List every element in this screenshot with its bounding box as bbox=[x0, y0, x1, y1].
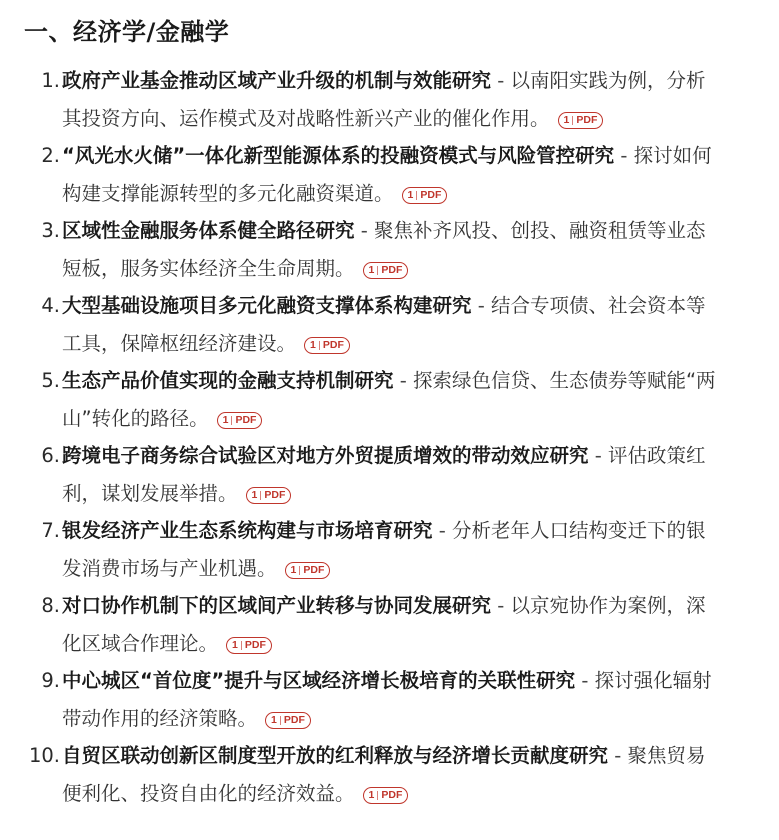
pdf-icon: PDF bbox=[303, 563, 325, 576]
separator: - bbox=[575, 669, 595, 692]
list-item bbox=[24, 62, 718, 137]
badge-divider bbox=[319, 341, 320, 350]
pdf-citation-badge[interactable] bbox=[304, 337, 350, 354]
citation-count: 1 bbox=[251, 488, 258, 501]
topic-description: 分析老年人口结构变迁下的银发消费市场与产业机遇。 bbox=[62, 519, 706, 580]
list-item bbox=[24, 287, 718, 362]
pdf-icon: PDF bbox=[264, 488, 286, 501]
separator: - bbox=[608, 744, 628, 767]
pdf-icon: PDF bbox=[235, 413, 257, 426]
separator: - bbox=[491, 69, 511, 92]
citation-count: 1 bbox=[368, 263, 375, 276]
pdf-citation-badge[interactable] bbox=[558, 112, 604, 129]
badge-divider bbox=[377, 266, 378, 275]
pdf-icon: PDF bbox=[381, 263, 403, 276]
badge-divider bbox=[299, 566, 300, 575]
topic-title: 自贸区联动创新区制度型开放的红利释放与经济增长贡献度研究 bbox=[62, 744, 609, 767]
pdf-icon: PDF bbox=[576, 113, 598, 126]
item-number: 3. bbox=[41, 219, 60, 242]
pdf-citation-badge[interactable] bbox=[285, 562, 331, 579]
badge-divider bbox=[572, 116, 573, 125]
citation-count: 1 bbox=[222, 413, 229, 426]
citation-count: 1 bbox=[563, 113, 570, 126]
separator: - bbox=[588, 444, 608, 467]
pdf-citation-badge[interactable] bbox=[402, 187, 448, 204]
item-number: 1. bbox=[41, 69, 60, 92]
citation-count: 1 bbox=[407, 188, 414, 201]
list-item bbox=[24, 362, 718, 437]
topic-title: 生态产品价值实现的金融支持机制研究 bbox=[62, 369, 394, 392]
topic-description: 探索绿色信贷、生态债券等赋能“两山”转化的路径。 bbox=[62, 369, 716, 430]
item-number: 2. bbox=[41, 144, 60, 167]
list-item bbox=[24, 137, 718, 212]
badge-divider bbox=[241, 641, 242, 650]
topic-title: 区域性金融服务体系健全路径研究 bbox=[62, 219, 355, 242]
list-item bbox=[24, 737, 718, 812]
list-item bbox=[24, 212, 718, 287]
list-item bbox=[24, 587, 718, 662]
separator: - bbox=[471, 294, 491, 317]
topic-description: 聚焦贸易便利化、投资自由化的经济效益。 bbox=[62, 744, 706, 805]
separator: - bbox=[432, 519, 452, 542]
badge-divider bbox=[377, 791, 378, 800]
item-number: 6. bbox=[41, 444, 60, 467]
item-number: 9. bbox=[41, 669, 60, 692]
topic-description: 探讨强化辐射带动作用的经济策略。 bbox=[62, 669, 712, 730]
topic-description: 评估政策红利，谋划发展举措。 bbox=[62, 444, 706, 505]
badge-divider bbox=[260, 491, 261, 500]
topic-title: 跨境电子商务综合试验区对地方外贸提质增效的带动效应研究 bbox=[62, 444, 589, 467]
separator: - bbox=[354, 219, 374, 242]
citation-count: 1 bbox=[232, 638, 238, 651]
badge-divider bbox=[416, 191, 417, 200]
section-title: 一、经济学/金融学 bbox=[24, 18, 230, 46]
topic-description: 聚焦补齐风投、创投、融资租赁等业态短板，服务实体经济全生命周期。 bbox=[62, 219, 706, 280]
pdf-icon: PDF bbox=[322, 338, 344, 351]
pdf-icon: PDF bbox=[420, 188, 442, 201]
pdf-icon: PDF bbox=[381, 788, 403, 801]
pdf-icon: PDF bbox=[244, 638, 266, 651]
topic-description: 结合专项债、社会资本等工具，保障枢纽经济建设。 bbox=[62, 294, 706, 355]
topic-description: 以南阳实践为例，分析其投资方向、运作模式及对战略性新兴产业的催化作用。 bbox=[62, 69, 706, 130]
topic-title: “风光水火储”一体化新型能源体系的投融资模式与风险管控研究 bbox=[62, 144, 615, 167]
topic-description: 以京宛协作为案例，深化区域合作理论。 bbox=[62, 594, 706, 655]
citation-count: 1 bbox=[271, 713, 277, 726]
pdf-citation-badge[interactable] bbox=[265, 712, 311, 729]
topic-title: 政府产业基金推动区域产业升级的机制与效能研究 bbox=[62, 69, 492, 92]
pdf-citation-badge[interactable] bbox=[246, 487, 292, 504]
list-item bbox=[24, 437, 718, 512]
item-number: 7. bbox=[41, 519, 60, 542]
topic-title: 中心城区“首位度”提升与区域经济增长极培育的关联性研究 bbox=[62, 669, 576, 692]
pdf-citation-badge[interactable] bbox=[363, 262, 409, 279]
separator: - bbox=[491, 594, 511, 617]
badge-divider bbox=[231, 416, 232, 425]
topic-list bbox=[24, 62, 779, 812]
pdf-citation-badge[interactable] bbox=[217, 412, 263, 429]
item-number: 4. bbox=[41, 294, 60, 317]
list-item bbox=[24, 662, 718, 737]
separator: - bbox=[614, 144, 634, 167]
citation-count: 1 bbox=[290, 563, 297, 576]
item-number: 8. bbox=[41, 594, 60, 617]
topic-title: 大型基础设施项目多元化融资支撑体系构建研究 bbox=[62, 294, 472, 317]
list-item bbox=[24, 512, 718, 587]
separator: - bbox=[393, 369, 413, 392]
topic-title: 银发经济产业生态系统构建与市场培育研究 bbox=[62, 519, 433, 542]
item-number: 10. bbox=[28, 744, 60, 767]
pdf-citation-badge[interactable] bbox=[226, 637, 272, 654]
pdf-icon: PDF bbox=[283, 713, 305, 726]
pdf-citation-badge[interactable] bbox=[363, 787, 409, 804]
citation-count: 1 bbox=[368, 788, 375, 801]
topic-title: 对口协作机制下的区域间产业转移与协同发展研究 bbox=[62, 594, 492, 617]
badge-divider bbox=[280, 716, 281, 725]
topic-description: 探讨如何构建支撑能源转型的多元化融资渠道。 bbox=[62, 144, 712, 205]
item-number: 5. bbox=[41, 369, 60, 392]
citation-count: 1 bbox=[310, 338, 316, 351]
